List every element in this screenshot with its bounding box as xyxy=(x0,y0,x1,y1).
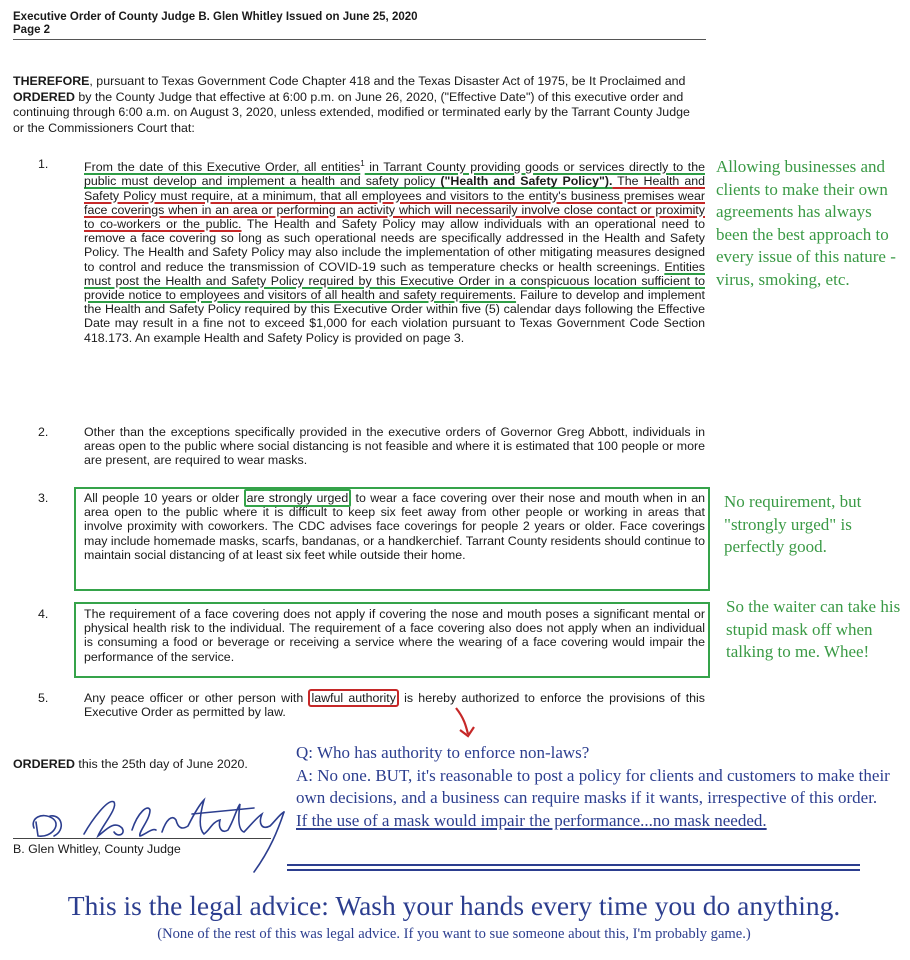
item-3-text-a: All people 10 years or older xyxy=(84,491,244,505)
intro-text-1: , pursuant to Texas Government Code Chapter 418 and the Texas Disaster Act of 1975, be It Proclaimed and xyxy=(89,74,686,88)
intro-ordered: ORDERED xyxy=(13,89,75,104)
item-3-paragraph xyxy=(84,491,705,562)
item-1-text-e: Entities must post the Health and Safety Policy required by this Executive Order in a conspicuous location sufficient to provide notice to employees and visitors of all health and safety requirements. xyxy=(84,259,705,302)
intro-lead: THEREFORE xyxy=(13,74,90,88)
intro-paragraph xyxy=(13,74,703,136)
item-1-text-d: The Health and Safety Policy may allow individuals with an operational need to remove a face covering so long as such operational needs are specifically addressed in the Health and Safety Policy. The Health and Safety Policy may also include the implementation of other mitigating measures designed to control and reduce the transmission of COVID-19 such as temperature checks or health screenings. xyxy=(84,216,706,274)
note-item-1: Allowing businesses and clients to make their own agreements has always been the best approach to every issue of this nature - virus, smoking, etc. xyxy=(716,157,896,289)
ordered-date: this the 25th day of June 2020. xyxy=(74,757,248,771)
document-header xyxy=(13,11,418,37)
disclaimer: (None of the rest of this was legal advice. If you want to sue someone about this, I'm probably game.) xyxy=(157,926,751,942)
note-item-3: No requirement, but "strongly urged" is perfectly good. xyxy=(724,492,862,557)
item-1-text-a: From the date of this Executive Order, all entities xyxy=(84,160,361,175)
item-4-number: 4. xyxy=(38,607,49,621)
item-1-paragraph xyxy=(84,157,705,345)
item-5-text-b: is hereby authorized to enforce the provisions of this Executive Order as permitted by law. xyxy=(84,691,705,720)
item-1-text-c: The Health and Safety Policy must require, at a minimum, that all employees and visitors to the entity's business premises wear face coverings when in an area or performing an activity which will necessarily involve close contact or proximity to co-workers or the public. xyxy=(84,174,705,231)
item-1-text-b: in Tarrant County providing goods or services directly to the public must develop and implement a health and safety policy xyxy=(84,160,705,189)
item-1-text-b-bold: ("Health and Safety Policy"). xyxy=(440,174,613,189)
item-1-number: 1. xyxy=(38,157,49,171)
item-1-text-f: Failure to develop and implement the Health and Safety Policy required by this Executive Order within five (5) calendar days following the Effective Date may result in a fine not to exceed $1,000 for each violation pursuant to Texas Government Code Section 418.173. An example Health and Safety Policy is provided on page 3. xyxy=(84,287,705,345)
note-item-4: So the waiter can take his stupid mask off when talking to me. Whee! xyxy=(726,597,901,662)
item-1-footnote: 1 xyxy=(360,159,365,168)
qa-answer: A: No one. BUT, it's reasonable to post a policy for clients and customers to make their own decisions, and a business can require masks if it wants, irrespective of this order. xyxy=(296,765,890,808)
item-5-highlight: lawful authority xyxy=(308,689,398,707)
item-2-number: 2. xyxy=(38,425,49,439)
signature-line xyxy=(13,838,271,839)
item-4-paragraph: The requirement of a face covering does not apply if covering the nose and mouth poses a significant mental or physical health risk to the individual. The requirement of a face covering also does not apply when an individual is consuming a food or beverage or receiving a service where the wearing of a face covering would impair the performance of the service. xyxy=(84,607,705,664)
qa-last-line: If the use of a mask would impair the performance...no mask needed. xyxy=(296,810,767,830)
item-5-paragraph xyxy=(84,691,705,719)
item-5-number: 5. xyxy=(38,691,49,705)
item-3-highlight: are strongly urged xyxy=(244,489,352,507)
item-5-text-a: Any peace officer or other person with xyxy=(84,691,309,705)
header-divider xyxy=(13,39,706,40)
ordered-line xyxy=(13,757,248,771)
ordered-label: ORDERED xyxy=(13,757,75,771)
item-2-paragraph: Other than the exceptions specifically provided in the executive orders of Governor Greg Abbott, individuals in areas open to the public where social distancing is not feasible and where it is estimated that 100 people or more are present, are required to wear masks. xyxy=(84,425,705,468)
item-3-number: 3. xyxy=(38,491,49,505)
blue-rule-bottom xyxy=(287,869,860,871)
intro-text-2: by the County Judge that effective at 6:00 p.m. on June 26, 2020, ("Effective Date") of this executive order and continuing through 6:00 a.m. on August 3, 2020, unless extended, modified or terminated early by the Tarrant County Judge or the Commissioners Court that: xyxy=(13,89,690,135)
blue-rule-top xyxy=(287,864,860,866)
qa-annotation xyxy=(296,742,896,832)
legal-advice: This is the legal advice: Wash your hands every time you do anything. xyxy=(67,890,841,921)
signature-icon xyxy=(22,790,302,880)
signer-name: B. Glen Whitley, County Judge xyxy=(13,842,181,856)
document-title: Executive Order of County Judge B. Glen Whitley Issued on June 25, 2020 xyxy=(13,11,418,23)
page-number: Page 2 xyxy=(13,24,51,36)
qa-question: Q: Who has authority to enforce non-laws? xyxy=(296,743,590,762)
item-3-text-b: to wear a face covering over their nose and mouth when in an area open to the public where it is difficult to keep six feet away from other people or working in areas that involve proximity with coworkers. The CDC advises face coverings for people 2 years or older. Face coverings may include homemade masks, scarfs, bandanas, or a handkerchief. Tarrant County residents should continue to maintain social distancing of at least six feet while outside their home. xyxy=(84,491,705,562)
